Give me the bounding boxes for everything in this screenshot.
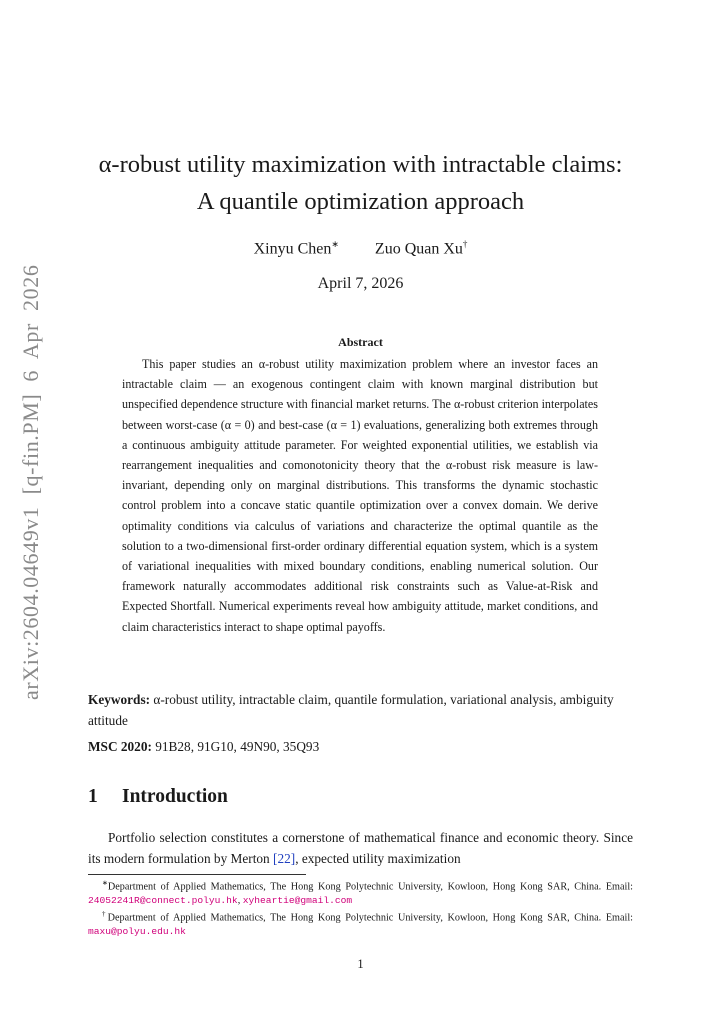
keywords-text: α-robust utility, intractable claim, quantile formulation, variational analysis, ambiguity attitude — [88, 692, 614, 728]
paper-title — [88, 146, 633, 220]
email-link-1[interactable]: 24052241R@connect.polyu.hk — [88, 894, 238, 906]
footnote-1 — [88, 877, 633, 908]
keywords — [88, 689, 633, 731]
abstract-heading: Abstract — [338, 335, 383, 349]
footnote-2-mark: † — [102, 909, 108, 918]
citation-link[interactable]: [22] — [273, 851, 296, 866]
author-2 — [375, 239, 467, 258]
author-2-name: Zuo Quan Xu — [374, 240, 463, 258]
section-title: Introduction — [122, 786, 228, 807]
msc-label: MSC 2020: — [88, 739, 152, 754]
intro-text-1: Portfolio selection constitutes a cornerstone of mathematical finance and economic theory. Since its modern formulation by Merton — [88, 830, 633, 866]
intro-paragraph — [88, 827, 633, 869]
footnote-2-text: Department of Applied Mathematics, The Hong Kong Polytechnic University, Kowloon, Hong Kong SAR, China. Email: — [107, 911, 633, 923]
arxiv-side-stamp[interactable]: arXiv:2604.04649v1 [q-fin.PM] 6 Apr 2026 — [18, 264, 43, 700]
paper-date: April 7, 2026 — [317, 275, 404, 292]
footnote-1-sep: , — [237, 894, 243, 906]
title-line-1: α-robust utility maximization with intractable claims: — [98, 151, 623, 178]
msc-classification — [88, 739, 633, 755]
section-heading — [88, 786, 228, 808]
email-link-3[interactable]: maxu@polyu.edu.hk — [88, 925, 186, 937]
email-link-2[interactable]: xyheartie@gmail.com — [242, 894, 353, 906]
footnote-divider — [88, 874, 306, 875]
title-line-2: A quantile optimization approach — [196, 188, 525, 215]
author-list — [88, 239, 633, 258]
intro-text-2: , expected utility maximization — [295, 851, 461, 866]
page-number: 1 — [357, 957, 364, 971]
author-2-mark[interactable]: † — [462, 239, 468, 249]
footnote-1-text: Department of Applied Mathematics, The Hong Kong Polytechnic University, Kowloon, Hong Kong SAR, China. Email: — [107, 881, 633, 893]
author-1-name: Xinyu Chen — [253, 240, 332, 258]
author-1-mark[interactable]: ∗ — [331, 239, 339, 249]
msc-text: 91B28, 91G10, 49N90, 35Q93 — [155, 739, 320, 754]
footnotes — [88, 877, 633, 938]
abstract-body: This paper studies an α-robust utility maximization problem where an investor faces an intractable claim — an exogenous contingent claim with known marginal distribution but unspecified dependence structure with financial market returns. The α-robust criterion interpolates between worst-case (α = 0) and best-case (α = 1) evaluations, generalizing both extremes through a continuous ambiguity attitude parameter. For weighted exponential utilities, we establish via rearrangement inequalities and comonotonicity theory that the α-robust risk measure is law-invariant, depending only on marginal distributions. This transforms the dynamic stochastic control problem into a concave static quantile optimization over a convex domain. We derive optimality conditions via calculus of variations and characterize the optimal quantile as the solution to a two-dimensional first-order ordinary differential equation system, which is a system of variational inequalities with mixed boundary conditions, enabling numerical solution. Our framework naturally accommodates additional risk constraints such as Value-at-Risk and Expected Shortfall. Numerical experiments reveal how ambiguity attitude, market conditions, and claim characteristics interact to shape optimal payoffs. — [122, 357, 598, 634]
footnote-2 — [88, 908, 633, 939]
author-1 — [254, 239, 339, 258]
section-number: 1 — [88, 786, 98, 807]
keywords-label: Keywords: — [88, 692, 151, 707]
footnote-1-mark: ∗ — [102, 879, 108, 887]
